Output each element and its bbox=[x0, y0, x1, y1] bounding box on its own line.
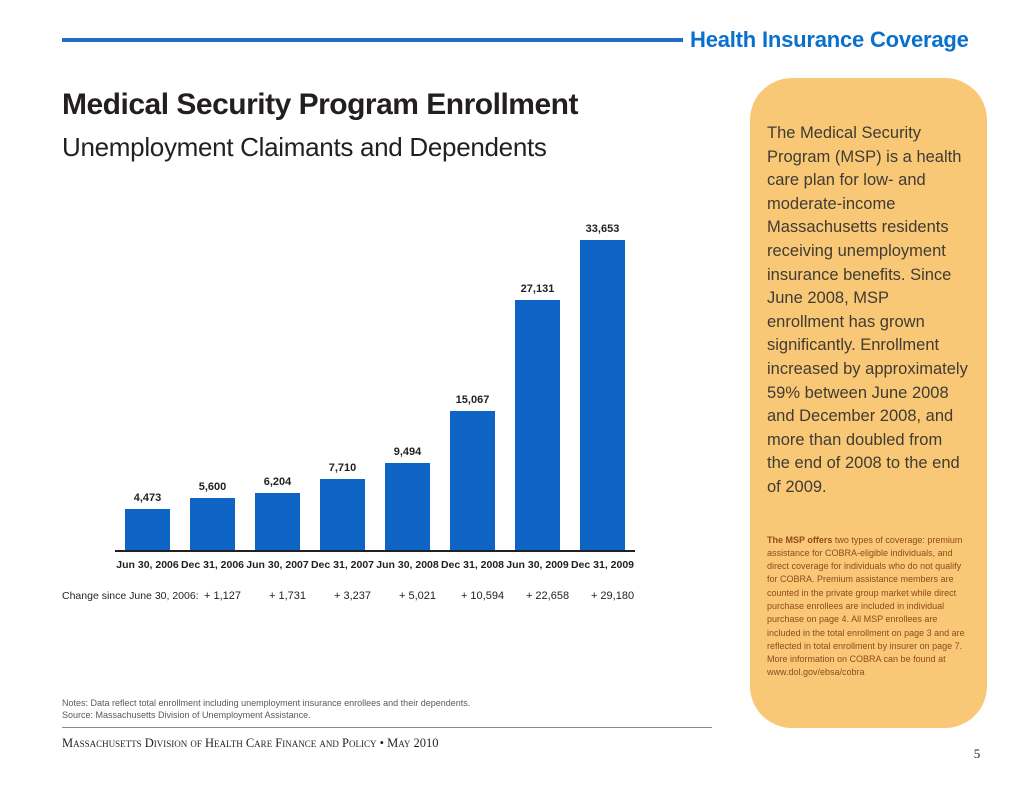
sidebar-footnote bbox=[767, 534, 969, 680]
x-axis-tick-label: Jun 30, 2009 bbox=[506, 559, 569, 571]
change-value: + 10,594 bbox=[460, 590, 505, 602]
x-axis-tick-label: Jun 30, 2007 bbox=[246, 559, 309, 571]
source-line: Source: Massachusetts Division of Unemployment Assistance. bbox=[62, 710, 311, 720]
chart-notes bbox=[62, 697, 470, 721]
chart-bar-slot bbox=[245, 476, 310, 550]
change-row-values bbox=[125, 590, 645, 602]
bar bbox=[450, 411, 495, 550]
footer-org-line: Massachusetts Division of Health Care Finance and Policy • May 2010 bbox=[62, 736, 439, 750]
bar-value-label: 6,204 bbox=[263, 476, 292, 488]
enrollment-bar-chart bbox=[115, 210, 635, 571]
sidebar-footnote-rest: two types of coverage: premium assistance for COBRA-eligible individuals, and direct coverage for individuals who do not qualify for COBRA. Premium assistance members are counted in the private group market while direct purchase enrollees are included in individual purchase on page 4. All MSP enrollees are included in the total enrollment on page 3 and are reflected in total enrollment by insurer on page 7. More information on COBRA can be found at www.dol.gov/ebsa/cobra bbox=[767, 534, 965, 678]
change-value: + 5,021 bbox=[398, 590, 436, 602]
chart-bar-slot bbox=[375, 446, 440, 550]
x-axis-tick-label: Jun 30, 2008 bbox=[376, 559, 439, 571]
bar-value-label: 27,131 bbox=[520, 283, 555, 295]
header-rule bbox=[62, 38, 683, 42]
bar bbox=[190, 498, 235, 550]
change-value: + 3,237 bbox=[333, 590, 371, 602]
change-value: + 29,180 bbox=[590, 590, 635, 602]
bar-value-label: 4,473 bbox=[133, 492, 162, 504]
change-value: + 22,658 bbox=[525, 590, 570, 602]
change-row-label: Change since June 30, 2006: bbox=[62, 590, 199, 602]
chart-x-axis-labels bbox=[115, 559, 635, 571]
x-axis-tick-label: Dec 31, 2006 bbox=[180, 559, 245, 571]
change-value: + 1,127 bbox=[203, 590, 241, 602]
bar bbox=[125, 509, 170, 550]
page-title: Medical Security Program Enrollment bbox=[62, 88, 578, 121]
change-value-empty bbox=[125, 590, 190, 602]
chart-bar-slot bbox=[570, 223, 635, 550]
chart-bar-slot bbox=[440, 394, 505, 550]
bar-value-label: 33,653 bbox=[585, 223, 620, 235]
footer-divider bbox=[62, 727, 712, 728]
bar bbox=[320, 479, 365, 550]
chart-bar-slot bbox=[310, 462, 375, 550]
change-value: + 1,731 bbox=[268, 590, 306, 602]
bar-value-label: 9,494 bbox=[393, 446, 422, 458]
page-number: 5 bbox=[973, 746, 981, 761]
x-axis-tick-label: Dec 31, 2009 bbox=[570, 559, 635, 571]
page-subtitle: Unemployment Claimants and Dependents bbox=[62, 132, 547, 162]
header-section-title: Health Insurance Coverage bbox=[690, 27, 969, 52]
bar bbox=[515, 300, 560, 550]
bar bbox=[580, 240, 625, 550]
x-axis-tick-label: Dec 31, 2007 bbox=[310, 559, 375, 571]
sidebar-callout-box bbox=[750, 78, 987, 728]
chart-bar-slot bbox=[115, 492, 180, 550]
bar-value-label: 7,710 bbox=[328, 462, 357, 474]
x-axis-tick-label: Dec 31, 2008 bbox=[440, 559, 505, 571]
x-axis-tick-label: Jun 30, 2006 bbox=[116, 559, 179, 571]
chart-bar-slot bbox=[505, 283, 570, 550]
bar-value-label: 5,600 bbox=[198, 481, 227, 493]
sidebar-footnote-lead: The MSP offers bbox=[767, 534, 833, 545]
bar bbox=[385, 463, 430, 550]
bar bbox=[255, 493, 300, 550]
notes-line: Notes: Data reflect total enrollment including unemployment insurance enrollees and their dependents. bbox=[62, 698, 471, 708]
bar-value-label: 15,067 bbox=[455, 394, 490, 406]
chart-bar-slot bbox=[180, 481, 245, 550]
sidebar-main-text: The Medical Security Program (MSP) is a health care plan for low- and moderate-income Massachusetts residents receiving unemployment insurance benefits. Since June 2008, MSP enrollment has grown significantly. Enrollment increased by approximately 59% between June 2008 and December 2008, and more than doubled from the end of 2008 to the end of 2009. bbox=[767, 124, 968, 496]
chart-plot-area bbox=[115, 210, 635, 552]
